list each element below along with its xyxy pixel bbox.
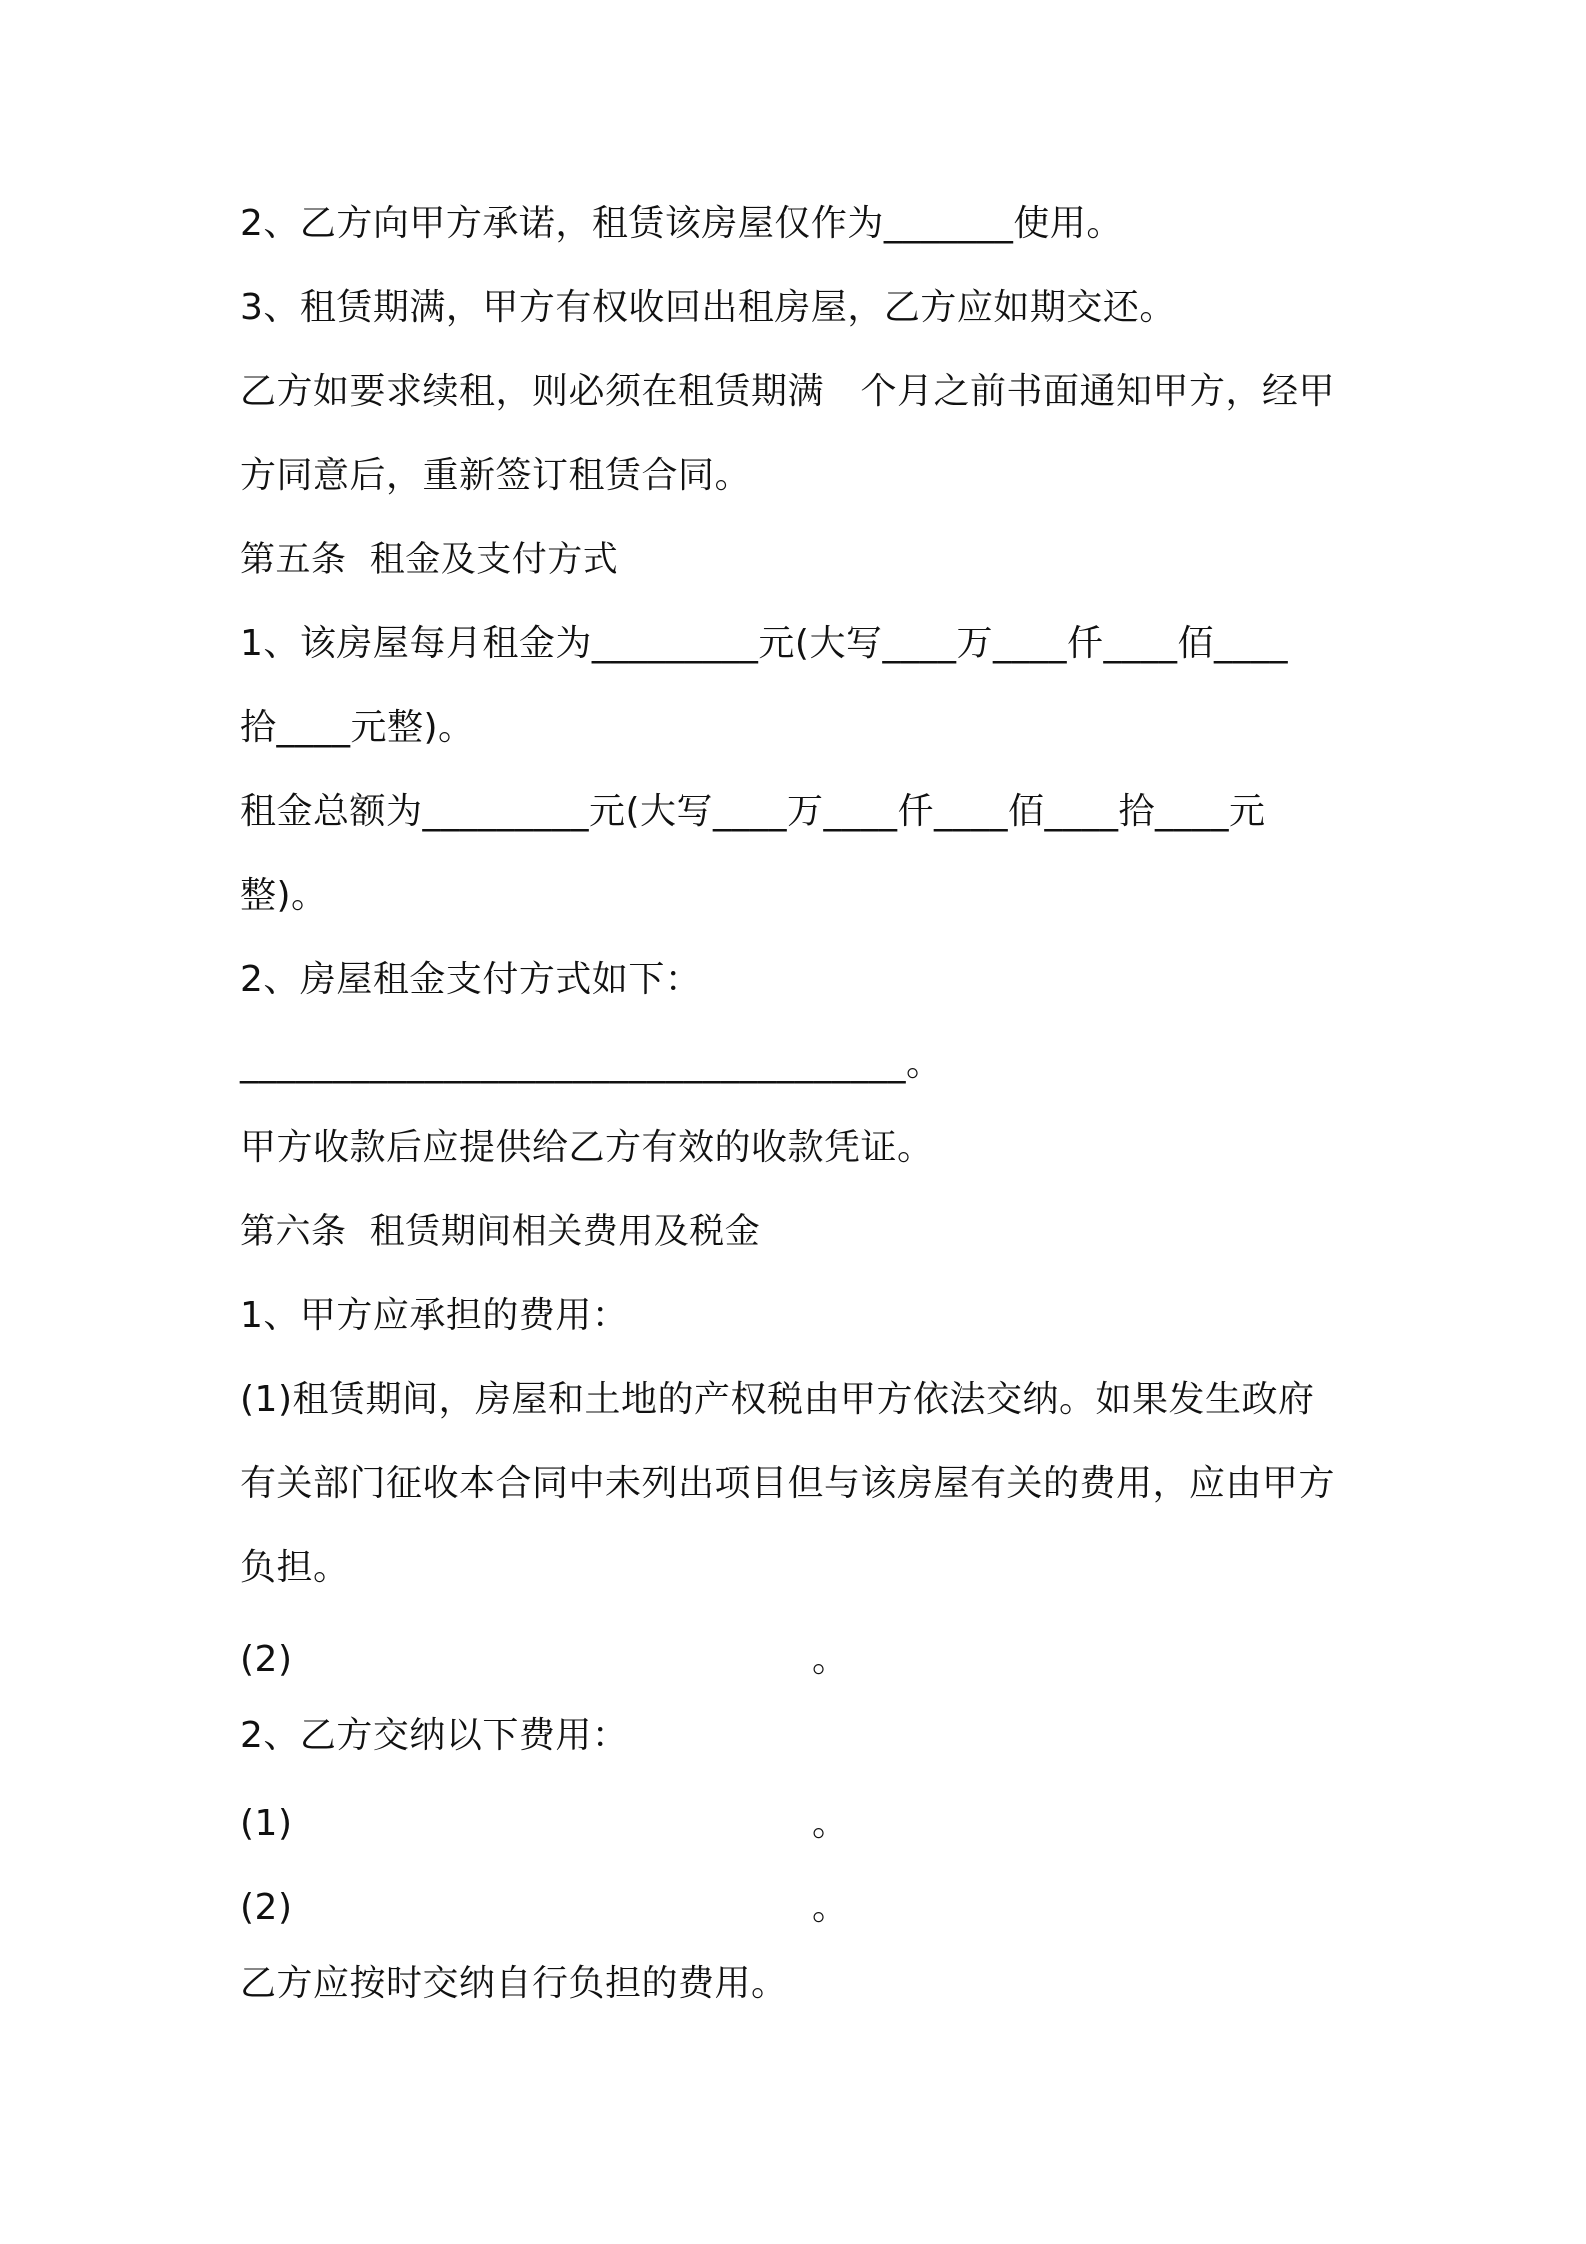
renewal-paragraph-line-1: 乙方如要求续租，则必须在租赁期满 个月之前书面通知甲方，经甲 xyxy=(240,371,1336,412)
clause-4-item-2: 2、乙方向甲方承诺，租赁该房屋仅作为_______使用。 xyxy=(240,203,1123,244)
payment-method-heading: 2、房屋租金支付方式如下： xyxy=(240,959,702,1000)
party-a-fee-2: (2) xyxy=(240,1639,293,1680)
party-b-fee-2-period: 。 xyxy=(812,1887,849,1928)
clause-5-heading: 第五条 租金及支付方式 xyxy=(240,540,619,580)
renewal-paragraph-line-2: 方同意后，重新签订租赁合同。 xyxy=(240,455,752,496)
party-a-fee-2-period: 。 xyxy=(812,1639,849,1680)
party-a-fees-heading: 1、甲方应承担的费用： xyxy=(240,1295,629,1336)
party-b-fees-heading: 2、乙方交纳以下费用： xyxy=(240,1715,629,1756)
payment-method-blank: ____________________________________。 xyxy=(240,1043,943,1084)
monthly-rent-line-2: 拾____元整)。 xyxy=(240,707,475,748)
party-b-fee-1: (1) xyxy=(240,1803,293,1844)
party-a-fee-1-line-2: 有关部门征收本合同中未列出项目但与该房屋有关的费用，应由甲方 xyxy=(240,1463,1336,1504)
party-b-fee-2: (2) xyxy=(240,1887,293,1928)
clause-6-heading: 第六条 租赁期间相关费用及税金 xyxy=(240,1212,761,1252)
party-a-fee-1-line-3: 负担。 xyxy=(240,1547,350,1588)
total-rent-line-1: 租金总额为_________元(大写____万____仟____佰____拾____元 xyxy=(240,791,1266,832)
party-a-fee-1-line-1: (1)租赁期间，房屋和土地的产权税由甲方依法交纳。如果发生政府 xyxy=(240,1379,1315,1420)
monthly-rent-line-1: 1、该房屋每月租金为_________元(大写____万____仟____佰____ xyxy=(240,623,1288,664)
total-rent-line-2: 整)。 xyxy=(240,875,328,916)
party-b-payment-note: 乙方应按时交纳自行负担的费用。 xyxy=(240,1963,788,2004)
receipt-paragraph: 甲方收款后应提供给乙方有效的收款凭证。 xyxy=(240,1127,934,1168)
party-b-fee-1-period: 。 xyxy=(812,1803,849,1844)
clause-4-item-3: 3、租赁期满，甲方有权收回出租房屋，乙方应如期交还。 xyxy=(240,287,1176,328)
